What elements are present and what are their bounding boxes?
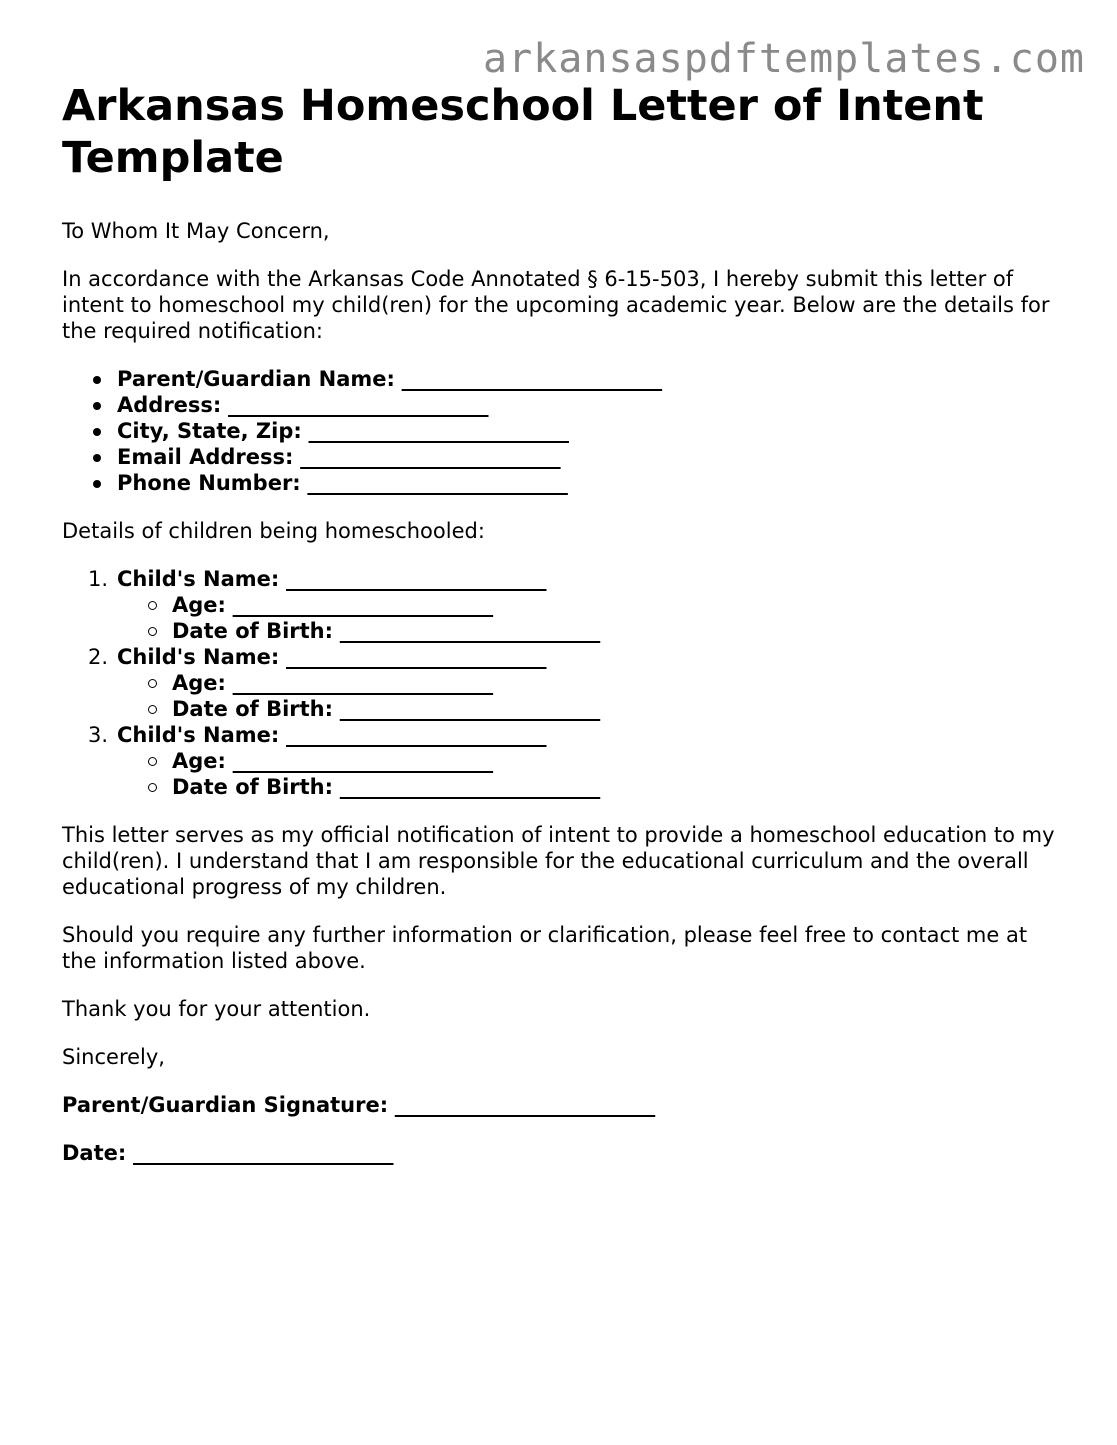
fill-in-blank[interactable]: __________________________ bbox=[228, 393, 489, 417]
contact-paragraph: Should you require any further information or clarification, please feel free to contact me at the information listed above. bbox=[62, 923, 1028, 973]
fill-in-blank[interactable]: __________________________ bbox=[132, 1141, 393, 1165]
child-date-of-birth bbox=[172, 696, 1062, 722]
child-age bbox=[172, 670, 1062, 696]
children-list bbox=[62, 566, 1062, 800]
fill-in-blank[interactable]: __________________________ bbox=[307, 471, 568, 495]
child-age-label: Age: bbox=[172, 671, 226, 695]
child-details bbox=[117, 748, 1062, 800]
date-label: Date: bbox=[62, 1141, 127, 1165]
signature-label: Parent/Guardian Signature: bbox=[62, 1093, 389, 1117]
field-label: Parent/Guardian Name: bbox=[117, 367, 395, 391]
child-age-label: Age: bbox=[172, 749, 226, 773]
child-entry bbox=[88, 722, 1062, 800]
child-number: 2. bbox=[88, 645, 109, 669]
field-label: Email Address: bbox=[117, 445, 294, 469]
child-date-of-birth bbox=[172, 774, 1062, 800]
child-age bbox=[172, 748, 1062, 774]
field-address bbox=[90, 392, 1062, 418]
child-dob-label: Date of Birth: bbox=[172, 775, 334, 799]
date-field bbox=[62, 1140, 1062, 1166]
fill-in-blank[interactable]: __________________________ bbox=[232, 749, 493, 773]
closing-line: Sincerely, bbox=[62, 1045, 165, 1069]
child-name-label: Child's Name: bbox=[117, 723, 280, 747]
child-entry bbox=[88, 566, 1062, 644]
field-label: Address: bbox=[117, 393, 222, 417]
watermark: arkansaspdftemplates.com bbox=[483, 36, 1085, 82]
fill-in-blank[interactable]: __________________________ bbox=[232, 671, 493, 695]
document-title: Arkansas Homeschool Letter of Intent Template bbox=[62, 81, 984, 183]
child-name-label: Child's Name: bbox=[117, 567, 280, 591]
fill-in-blank[interactable]: __________________________ bbox=[394, 1093, 655, 1117]
child-date-of-birth bbox=[172, 618, 1062, 644]
intro-paragraph: In accordance with the Arkansas Code Annotated § 6-15-503, I hereby submit this letter of intent to homeschool my child(ren) for the upcoming academic year. Below are the details for the required notification: bbox=[62, 267, 1050, 343]
signature-field bbox=[62, 1092, 1062, 1118]
fill-in-blank[interactable]: __________________________ bbox=[339, 619, 600, 643]
child-number: 3. bbox=[88, 723, 109, 747]
child-number: 1. bbox=[88, 567, 109, 591]
child-dob-label: Date of Birth: bbox=[172, 697, 334, 721]
child-dob-label: Date of Birth: bbox=[172, 619, 334, 643]
child-entry bbox=[88, 644, 1062, 722]
notification-paragraph: This letter serves as my official notification of intent to provide a homeschool education to my child(ren). I understand that I am responsible for the educational curriculum and the overall educational progress of my children. bbox=[62, 823, 1055, 899]
field-phone-number bbox=[90, 470, 1062, 496]
fill-in-blank[interactable]: __________________________ bbox=[232, 593, 493, 617]
child-details bbox=[117, 592, 1062, 644]
contact-fields-list bbox=[62, 366, 1062, 496]
field-parent-guardian-name bbox=[90, 366, 1062, 392]
fill-in-blank[interactable]: __________________________ bbox=[286, 723, 546, 747]
fill-in-blank[interactable]: __________________________ bbox=[401, 367, 662, 391]
child-age-label: Age: bbox=[172, 593, 226, 617]
field-label: City, State, Zip: bbox=[117, 419, 302, 443]
letter-document bbox=[62, 80, 1062, 1166]
fill-in-blank[interactable]: __________________________ bbox=[339, 775, 600, 799]
greeting: To Whom It May Concern, bbox=[62, 219, 330, 243]
field-city-state-zip bbox=[90, 418, 1062, 444]
fill-in-blank[interactable]: __________________________ bbox=[308, 419, 569, 443]
thanks-line: Thank you for your attention. bbox=[62, 997, 371, 1021]
field-label: Phone Number: bbox=[117, 471, 301, 495]
field-email-address bbox=[90, 444, 1062, 470]
fill-in-blank[interactable]: __________________________ bbox=[286, 645, 546, 669]
child-age bbox=[172, 592, 1062, 618]
fill-in-blank[interactable]: __________________________ bbox=[286, 567, 546, 591]
child-details bbox=[117, 670, 1062, 722]
child-name-label: Child's Name: bbox=[117, 645, 280, 669]
fill-in-blank[interactable]: __________________________ bbox=[300, 445, 561, 469]
fill-in-blank[interactable]: __________________________ bbox=[339, 697, 600, 721]
children-intro: Details of children being homeschooled: bbox=[62, 519, 485, 543]
